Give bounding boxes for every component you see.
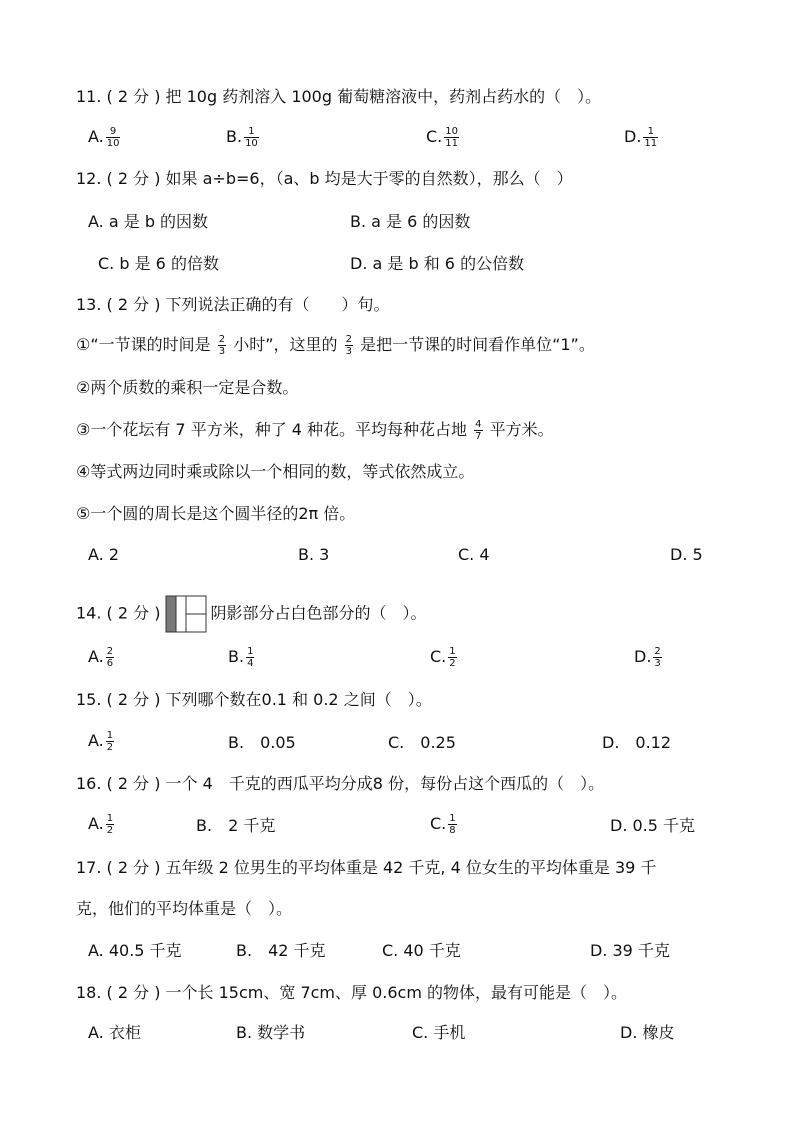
q15-option-d: D. 0.12 [602,733,672,752]
fraction: $\frac{1}{4}$ [247,646,254,669]
q17-option-d: D. 39 千克 [590,941,670,960]
q11-option-a: A. $\frac{9}{10}$ [88,126,120,149]
fraction: $\frac{1}{10}$ [245,126,258,149]
fraction: $\frac{1}{8}$ [449,813,456,836]
fraction: $\frac{9}{10}$ [106,126,120,149]
q14-option-d: D. $\frac{2}{3}$ [634,646,661,669]
q16-stem: 16. ( 2 分 ) 一个 4 千克的西瓜平均分成8 份，每份占这个西瓜的（ ）。 [76,774,605,793]
fraction: $\frac{10}{11}$ [445,126,458,149]
q15-option-b: B. 0.05 [228,733,296,752]
q16-option-a: A. $\frac{1}{2}$ [88,813,114,836]
q13-statement-2: ②两个质数的乘积一定是合数。 [76,378,299,397]
q13-statement-1: ①“一节课的时间是 $\frac{2}{3}$ 小时”，这里的 $\frac{2}{3}$ 是把一节课的时间看作单位“1”。 [76,334,595,357]
q13-stem: 13. ( 2 分 ) 下列说法正确的有（ ）句。 [76,295,390,314]
q18-option-a: A. 衣柜 [88,1023,141,1042]
q11-stem: 11. ( 2 分 ) 把 10g 药剂溶入 100g 葡萄糖溶液中，药剂占药水的（ ）。 [76,87,602,106]
q12-stem: 12. ( 2 分 ) 如果 a÷b=6，（a、b 均是大于零的自然数），那么（ ） [76,169,573,188]
fraction: $\frac{2}{3}$ [218,334,226,357]
fraction: $\frac{2}{3}$ [654,646,661,669]
fraction: $\frac{1}{2}$ [106,730,114,753]
fraction: $\frac{1}{2}$ [106,813,114,836]
q13-statement-4: ④等式两边同时乘或除以一个相同的数，等式依然成立。 [76,462,475,481]
shaded-rectangle-figure [160,594,208,634]
q13-option-c: C. 4 [458,545,490,564]
fraction: $\frac{2}{6}$ [106,646,114,669]
q14-stem: 14. ( 2 分 ) 阴影部分占白色部分的（ ）。 [76,594,426,634]
q14-option-b: B. $\frac{1}{4}$ [228,646,254,669]
q16-option-d: D. 0.5 千克 [610,816,696,835]
fraction: $\frac{1}{11}$ [644,126,658,149]
fraction: $\frac{4}{7}$ [475,419,482,442]
q13-option-b: B. 3 [298,545,330,564]
q11-option-b: B. $\frac{1}{10}$ [226,126,258,149]
q18-option-c: C. 手机 [412,1023,466,1042]
q16-option-c: C. $\frac{1}{8}$ [430,813,456,836]
q12-option-a: A. a 是 b 的因数 [88,212,209,231]
q13-statement-5: ⑤一个圆的周长是这个圆半径的2π 倍。 [76,504,356,523]
fraction: $\frac{1}{2}$ [449,646,456,669]
q15-option-a: A. $\frac{1}{2}$ [88,730,114,753]
q14-option-a: A. $\frac{2}{6}$ [88,646,114,669]
q18-stem: 18. ( 2 分 ) 一个长 15cm、宽 7cm、厚 0.6cm 的物体，最有可能是（ ）。 [76,983,628,1002]
q12-option-b: B. a 是 6 的因数 [350,212,471,231]
q17-stem-line-2: 克，他们的平均体重是（ ）。 [76,899,293,918]
q15-stem: 15. ( 2 分 ) 下列哪个数在0.1 和 0.2 之间（ ）。 [76,690,432,709]
q13-option-d: D. 5 [670,545,703,564]
fraction: $\frac{2}{3}$ [345,334,352,357]
q13-statement-3: ③一个花坛有 7 平方米，种了 4 种花。平均每种花占地 $\frac{4}{7}$ 平方米。 [76,419,554,442]
q12-option-d: D. a 是 b 和 6 的公倍数 [350,254,525,273]
q17-option-a: A. 40.5 千克 [88,941,182,960]
q16-option-b: B. 2 千克 [196,816,276,835]
q17-option-c: C. 40 千克 [382,941,461,960]
q17-stem-line-1: 17. ( 2 分 ) 五年级 2 位男生的平均体重是 42 千克, 4 位女生的平均体重是 39 千 [76,858,657,877]
q14-option-c: C. $\frac{1}{2}$ [430,646,456,669]
q13-option-a: A. 2 [88,545,120,564]
q11-option-c: C. $\frac{10}{11}$ [426,126,458,149]
q11-option-d: D. $\frac{1}{11}$ [624,126,658,149]
q15-option-c: C. 0.25 [388,733,456,752]
q17-option-b: B. 42 千克 [236,941,326,960]
q12-option-c: C. b 是 6 的倍数 [98,254,219,273]
q18-option-b: B. 数学书 [236,1023,306,1042]
shaded-part [166,596,176,632]
q18-option-d: D. 橡皮 [620,1023,675,1042]
